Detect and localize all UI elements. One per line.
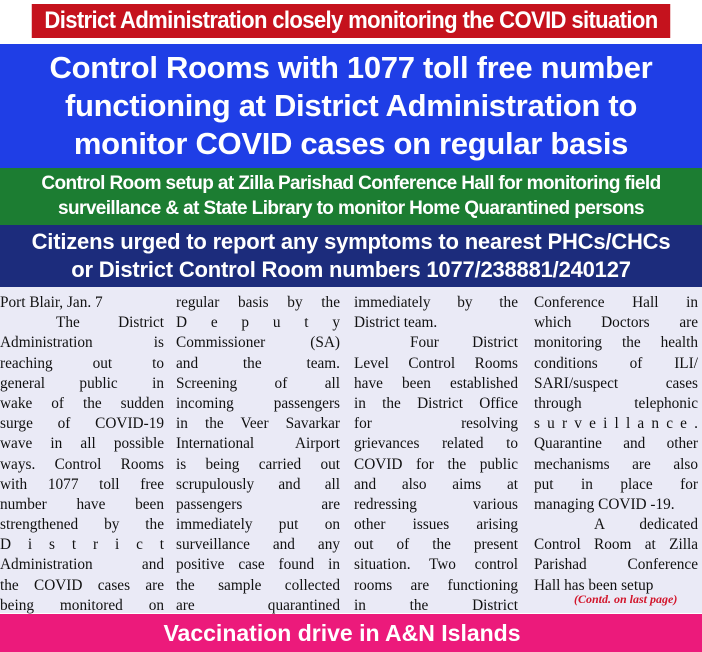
citizens-line: or District Control Room numbers 1077/238881/240127 xyxy=(71,257,631,282)
article-line: out of the present xyxy=(354,536,518,554)
article-line: mechanisms are also xyxy=(534,455,698,473)
subhead-block xyxy=(0,168,702,225)
article-column-1 xyxy=(0,293,164,616)
article-line: scrupulously and all xyxy=(176,475,340,493)
article-line: other issues arising xyxy=(354,516,518,534)
article-line: the sample collected xyxy=(176,576,340,594)
article-line: the COVID cases are xyxy=(0,576,164,594)
article-line: redressing various xyxy=(354,495,518,513)
article-line: Commissioner (SA) xyxy=(176,334,340,352)
citizens-line: Citizens urged to report any symptoms to nearest PHCs/CHCs xyxy=(31,229,671,254)
article-line: and the team. xyxy=(176,354,340,372)
top-banner xyxy=(0,0,702,44)
article-line: reaching out to xyxy=(0,354,164,372)
subhead-line: surveillance & at State Library to monitor Home Quarantined persons xyxy=(58,198,644,219)
article-line: Quarantine and other xyxy=(534,435,698,453)
headline-block xyxy=(0,44,702,168)
article-line: International Airport xyxy=(176,435,340,453)
subhead-line: Control Room setup at Zilla Parishad Conference Hall for monitoring field xyxy=(41,173,661,194)
headline-line: Control Rooms with 1077 toll free number xyxy=(49,50,653,85)
article-line: is being carried out xyxy=(176,455,340,473)
article-line: Parishad Conference xyxy=(534,556,698,574)
article-line: regular basis by the xyxy=(176,294,340,311)
article-column-2 xyxy=(176,293,340,616)
article-line: s u r v e i l l a n c e . xyxy=(534,415,698,433)
article-line: being monitored on xyxy=(0,596,164,614)
article-line: immediately put on xyxy=(176,516,340,534)
article-line: conditions of ILI/ xyxy=(534,354,698,372)
article-line: Administration and xyxy=(0,556,164,574)
article-line: D e p u t y xyxy=(176,314,340,332)
article-line: in the District Office xyxy=(354,394,518,412)
article-line: Hall has been setup xyxy=(534,576,654,594)
article-line: Control Room at Zilla xyxy=(534,536,698,554)
article-line: Level Control Rooms xyxy=(354,354,518,372)
article-line: grievances related to xyxy=(354,435,518,453)
article-line: with 1077 toll free xyxy=(0,475,164,493)
citizens-block xyxy=(0,225,702,287)
article-line: passengers are xyxy=(176,495,340,513)
article-line: wake of the sudden xyxy=(0,394,164,412)
article-line: general public in xyxy=(0,374,164,392)
article-line: surveillance and any xyxy=(176,536,340,554)
article-line: rooms are functioning xyxy=(354,576,518,594)
article-line: managing COVID -19. xyxy=(534,495,675,513)
article-line: A dedicated xyxy=(594,516,698,534)
article-body xyxy=(0,287,702,613)
footer-banner-text: Vaccination drive in A&N Islands xyxy=(163,620,521,646)
article-line: situation. Two control xyxy=(354,556,518,574)
article-column-4 xyxy=(534,293,698,596)
article-line: Screening of all xyxy=(176,374,340,392)
article-line: Port Blair, Jan. 7 xyxy=(0,294,103,311)
article-line: in the District xyxy=(354,596,518,614)
top-banner-text: District Administration closely monitoring the COVID situation xyxy=(32,4,670,38)
article-line: District team. xyxy=(354,314,438,332)
article-line: in the Veer Savarkar xyxy=(176,415,340,433)
article-line: SARI/suspect cases xyxy=(534,374,698,392)
article-line: incoming passengers xyxy=(176,394,340,412)
article-line: positive case found in xyxy=(176,556,340,574)
article-line: Conference Hall in xyxy=(534,294,698,311)
continued-note: (Contd. on last page) xyxy=(574,592,678,606)
article-line: have been established xyxy=(354,374,518,392)
article-line: number have been xyxy=(0,495,164,513)
article-line: D i s t r i c t xyxy=(0,536,164,554)
article-line: The District xyxy=(56,314,164,332)
article-line: put in place for xyxy=(534,475,698,493)
article-line: strengthened by the xyxy=(0,516,164,534)
article-line: immediately by the xyxy=(354,294,518,311)
footer-banner xyxy=(0,614,702,652)
article-line: are quarantined xyxy=(176,596,340,614)
article-line: COVID for the public xyxy=(354,455,518,473)
article-line: ways. Control Rooms xyxy=(0,455,164,473)
headline-line: monitor COVID cases on regular basis xyxy=(73,126,629,161)
article-line: Four District xyxy=(410,334,518,352)
article-line: and also aims at xyxy=(354,475,518,493)
article-column-3 xyxy=(354,293,518,616)
article-line: wave in all possible xyxy=(0,435,164,453)
headline-line: functioning at District Administration to xyxy=(64,88,638,123)
article-line: monitoring the health xyxy=(534,334,698,352)
article-line: for resolving xyxy=(354,415,518,433)
article-line: surge of COVID-19 xyxy=(0,415,164,433)
article-line: Administration is xyxy=(0,334,164,352)
article-line: through telephonic xyxy=(534,394,698,412)
article-line: which Doctors are xyxy=(534,314,698,332)
